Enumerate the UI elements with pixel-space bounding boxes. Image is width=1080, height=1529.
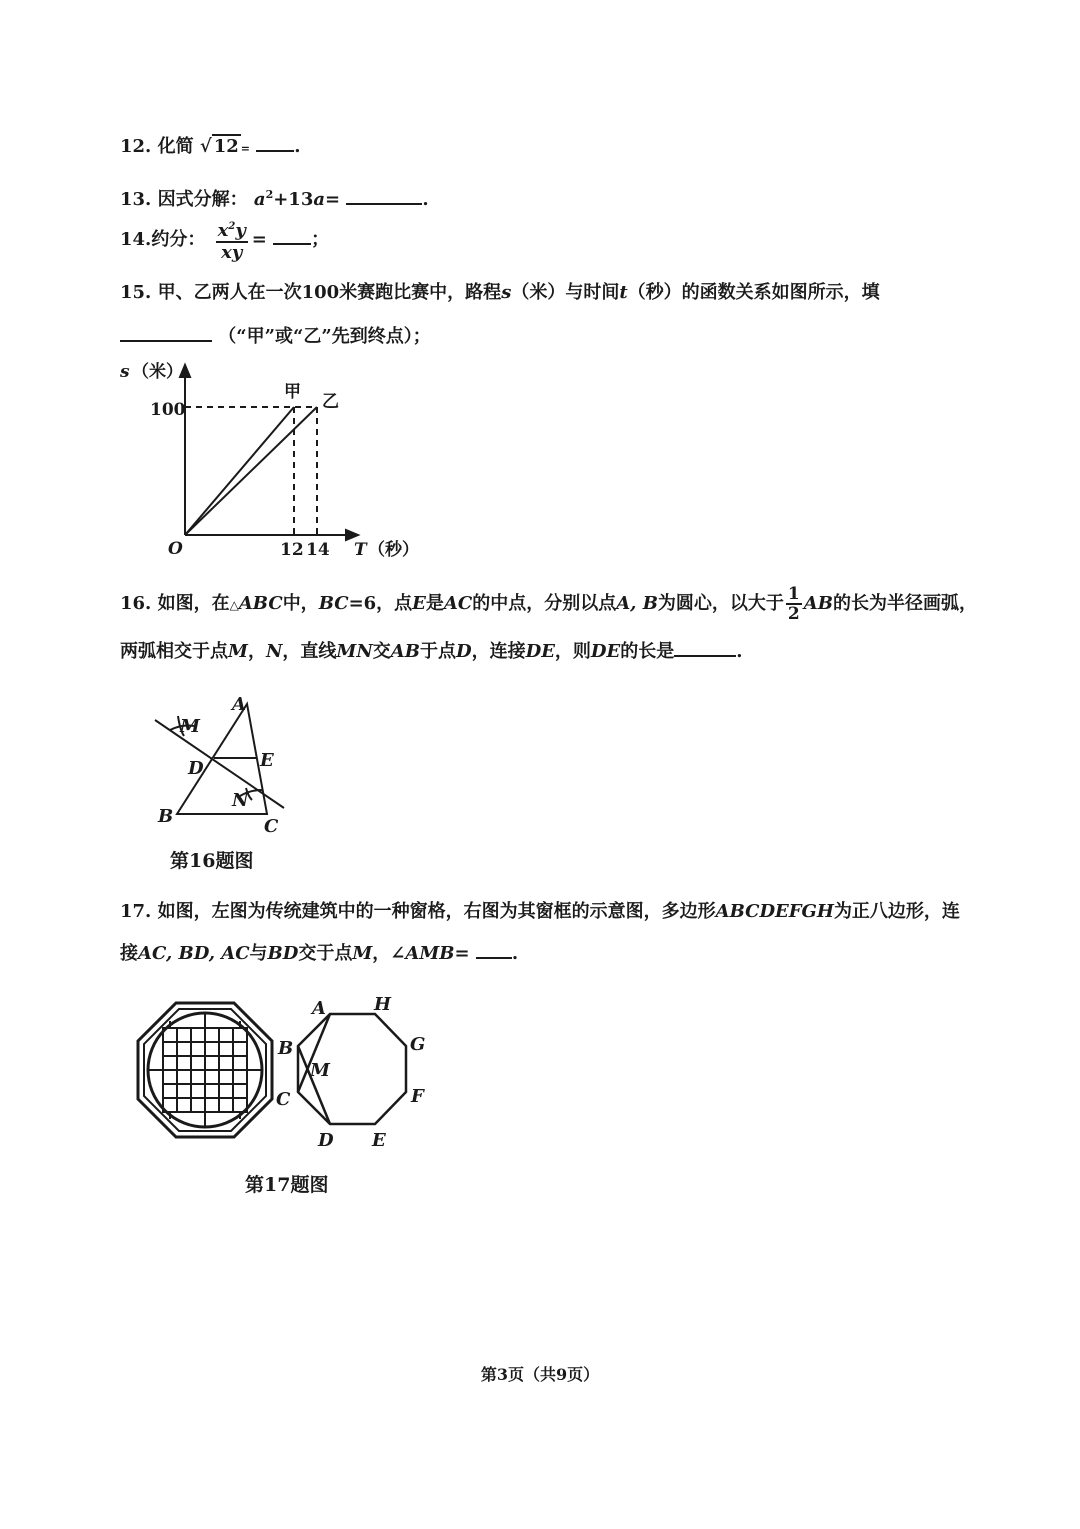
q13-number: 13. (120, 189, 152, 210)
q12-text: 化简 (157, 136, 194, 157)
answer-blank-12[interactable] (256, 134, 294, 152)
vertex-h: H (374, 994, 392, 1015)
half-fraction (786, 585, 802, 623)
q16-text-n: ，则 (554, 641, 591, 662)
label-b: B (158, 806, 174, 827)
line-jia (185, 407, 294, 535)
triangle-symbol: △ (229, 598, 239, 612)
label-d: D (188, 758, 204, 779)
label-m: M (180, 716, 200, 737)
q14-text: 约分： (151, 229, 206, 250)
x-label-var: T (354, 540, 367, 560)
q17-text-e: 交于点 (298, 943, 353, 964)
q17-text-a: 如图，左图为传统建筑中的一种窗格，右图为其窗框的示意图，多边形 (157, 901, 716, 922)
origin-label: O (168, 539, 183, 559)
question-15-line2 (120, 322, 431, 348)
q17-equals: = (454, 943, 470, 964)
q13-var-a2: a (313, 189, 326, 210)
x-label-unit: （秒） (368, 540, 419, 560)
q14-semicolon: ； (311, 229, 330, 250)
q13-equals: = (325, 189, 341, 210)
q12-number: 12. (120, 136, 152, 157)
q16-text-m: ，连接 (471, 641, 526, 662)
q16-ab2: AB (390, 641, 420, 662)
q16-number: 16. (120, 593, 152, 614)
figure-16-caption: 第16题图 (170, 850, 254, 872)
q16-text-c: ，点 (376, 593, 413, 614)
q15-var-t: t (619, 282, 628, 303)
page-footer: 第3页（共9页） (480, 1365, 600, 1384)
vertex-f: F (411, 1086, 424, 1107)
vertex-b: B (278, 1038, 294, 1059)
figure-17-caption: 第17题图 (245, 1174, 329, 1196)
label-a: A (232, 694, 246, 715)
segment-bd (298, 1046, 330, 1124)
q16-text-l: 于点 (419, 641, 456, 662)
half-denominator: 2 (787, 604, 800, 624)
label-c: C (264, 816, 279, 837)
q12-equals: = (240, 142, 251, 155)
y-label-var: s (120, 362, 130, 382)
answer-blank-15[interactable] (120, 324, 212, 342)
q13-period: . (422, 189, 429, 210)
q16-m: M (228, 641, 248, 662)
q16-de2: DE (590, 641, 621, 662)
q17-angle: ∠AMB (390, 943, 455, 964)
y-tick-100: 100 (150, 400, 186, 420)
sqrt-expression: √ 12 (199, 136, 239, 157)
q15-var-s: s (501, 282, 512, 303)
numerator-x: x (217, 220, 229, 241)
q15-text-a: 甲、乙两人在一次100米赛跑比赛中，路程 (157, 282, 502, 303)
label-e: E (260, 750, 274, 771)
half-numerator: 1 (787, 584, 800, 604)
numerator-y: y (235, 220, 246, 241)
q16-text-o: 的长是 (620, 641, 675, 662)
q16-text-h: 两弧相交于点 (120, 641, 228, 662)
intersection-m: M (310, 1060, 330, 1081)
octagon-diagram (270, 990, 440, 1155)
q13-var-a: a (253, 189, 266, 210)
q16-ac: AC (443, 593, 473, 614)
question-14 (120, 217, 329, 263)
q16-text-b: 中， (282, 593, 319, 614)
answer-blank-14[interactable] (273, 227, 311, 245)
q16-text-d: 是 (425, 593, 444, 614)
numerator-exp: 2 (228, 221, 236, 232)
label-jia: 甲 (284, 382, 301, 402)
q16-text-e: 的中点，分别以点 (472, 593, 617, 614)
q17-segments: AC, BD, AC (138, 943, 250, 964)
question-17-line2 (120, 939, 518, 965)
q16-abc: ABC (238, 593, 283, 614)
q13-text: 因式分解： (157, 189, 248, 210)
vertex-g: G (410, 1034, 426, 1055)
q14-fraction (216, 217, 248, 263)
radicand: 12 (213, 136, 239, 157)
q16-ab-points: A, B (616, 593, 658, 614)
label-yi: 乙 (322, 392, 339, 412)
q17-text-f: ， (372, 943, 391, 964)
distance-time-graph (110, 355, 430, 570)
figure-16-triangle (150, 690, 300, 840)
q15-text-c: （秒）的函数关系如图所示，填 (627, 282, 880, 303)
question-15-line1 (120, 278, 880, 304)
q16-n: N (265, 641, 283, 662)
x-tick-12: 12 (280, 540, 304, 560)
q17-text-d: 与 (249, 943, 268, 964)
q16-d: D (455, 641, 472, 662)
q14-equals: = (251, 229, 267, 250)
question-16-line2 (120, 637, 743, 663)
vertex-a: A (312, 998, 326, 1019)
line-yi (185, 407, 317, 535)
y-label-unit: （米） (132, 362, 183, 382)
vertex-e: E (372, 1130, 386, 1151)
q17-polygon: ABCDEFGH (715, 901, 834, 922)
q16-mn: MN (336, 641, 373, 662)
q13-exponent: 2 (265, 188, 274, 201)
q16-bc: BC (318, 593, 349, 614)
q16-bc-value: =6 (348, 593, 377, 614)
q16-text-i: ， (247, 641, 266, 662)
q16-text-a: 如图，在 (157, 593, 230, 614)
question-12 (120, 132, 301, 158)
q17-text-b: 为正八边形，连 (833, 901, 960, 922)
x-axis-arrow (346, 530, 358, 540)
q16-text-j: ，直线 (282, 641, 337, 662)
vertex-c: C (276, 1089, 291, 1110)
q16-ab: AB (803, 593, 833, 614)
q16-text-k: 交 (372, 641, 391, 662)
question-17-line1 (120, 897, 960, 923)
vertex-d: D (318, 1130, 334, 1151)
q14-number: 14. (120, 229, 152, 250)
q17-m: M (352, 943, 373, 964)
q15-text-b: （米）与时间 (511, 282, 620, 303)
q16-de: DE (525, 641, 555, 662)
q16-text-f: 为圆心，以大于 (657, 593, 784, 614)
q15-number: 15. (120, 282, 152, 303)
q17-bd: BD (267, 943, 299, 964)
question-13 (120, 185, 429, 211)
q17-text-c: 接 (120, 943, 138, 964)
q16-period: . (736, 641, 743, 662)
label-n: N (232, 790, 249, 811)
q17-number: 17. (120, 901, 152, 922)
answer-blank-17[interactable] (476, 941, 512, 959)
q17-period: . (511, 943, 519, 964)
q12-period: . (294, 136, 301, 157)
lattice-window-image (135, 1000, 275, 1140)
x-tick-14: 14 (306, 540, 330, 560)
question-16-line1 (120, 585, 977, 623)
q15-text-line2: （“甲”或“乙”先到终点）； (218, 326, 431, 347)
q16-text-g: 的长为半径画弧， (832, 593, 977, 614)
q13-term: +13 (273, 189, 314, 210)
answer-blank-13[interactable] (346, 187, 422, 205)
answer-blank-16[interactable] (674, 639, 736, 657)
q16-e: E (412, 593, 426, 614)
denominator: xy (221, 242, 243, 263)
